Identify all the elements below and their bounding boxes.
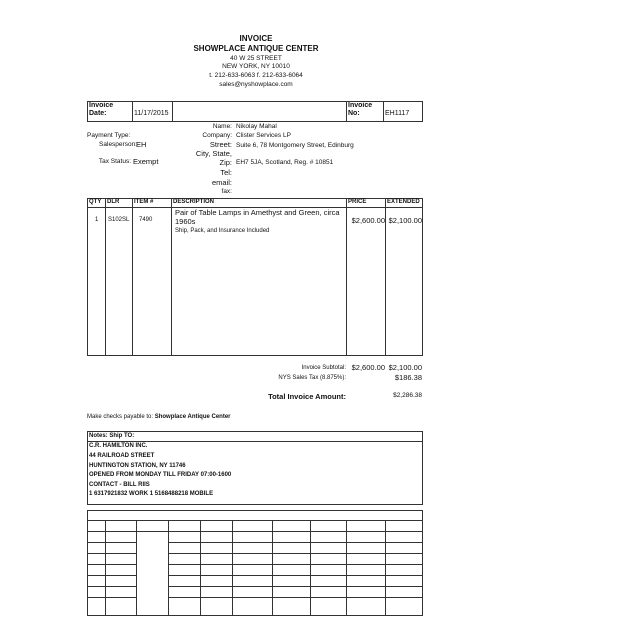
company-phones: t. 212-633-6063 f. 212-633-6064 [209, 72, 303, 79]
company-email: sales@nyshowplace.com [219, 81, 293, 88]
empty-grid [87, 510, 423, 616]
row-description-line3: Ship, Pack, and Insurance Included [175, 228, 270, 234]
col-qty-header: QTY [89, 199, 102, 205]
invoice-title: INVOICE [239, 34, 273, 43]
customer-zip-value: EH7 5JA, Scotland, Reg. # 10851 [236, 159, 334, 166]
row-description-line2: 1960s [175, 217, 196, 226]
row-description-line1: Pair of Table Lamps in Amethyst and Green, circa [175, 208, 340, 217]
payable-prefix: Make checks payable to: [87, 414, 154, 420]
customer-email-label: email: [211, 178, 232, 187]
salesperson-label: Salesperson: [99, 141, 137, 148]
row-extended: $2,100.00 [388, 216, 422, 225]
subtotal-label: Invoice Subtotal: [301, 365, 346, 371]
total-amount-value: $2,286.38 [393, 392, 422, 399]
row-dlr: S102SL [108, 217, 130, 223]
notes-line-2: 44 RAILROAD STREET [89, 453, 155, 459]
row-item: 7490 [139, 217, 153, 223]
col-description-header: DESCRIPTION [173, 199, 215, 205]
customer-zip-label: Zip: [219, 158, 232, 167]
customer-tel-label: Tel: [220, 168, 232, 177]
salesperson-value-text: EH [136, 140, 147, 149]
tax-status-value: Exempt [133, 157, 159, 166]
customer-company-value: Clister Services LP [236, 132, 291, 139]
invoice-no-value: EH1117 [385, 110, 410, 117]
invoice-date-label: Invoice Date: [89, 102, 114, 117]
col-dlr-header: DLR [107, 199, 120, 205]
tax-status-label: Tax Status: [98, 158, 131, 165]
payable-name: Showplace Antique Center [154, 414, 231, 420]
notes-line-6: 1 6317921832 WORK 1 5168488218 MOBILE [89, 491, 214, 497]
customer-street-label: Street: [209, 140, 232, 149]
notes-line-5: CONTACT - BILL RIIS [89, 482, 150, 488]
row-qty: 1 [95, 217, 99, 223]
customer-company-label: Company: [202, 132, 232, 139]
invoice-date-value: 11/17/2015 [134, 110, 169, 117]
customer-fax-label: fax: [221, 188, 232, 195]
notes-line-3: HUNTINGTON STATION, NY 11746 [89, 463, 186, 469]
customer-city-label: City, State, [195, 149, 232, 158]
payment-type-label: Payment Type: [87, 132, 131, 139]
sales-tax-value: $186.38 [394, 373, 422, 382]
row-price: $2,600.00 [351, 216, 385, 225]
sales-tax-label: NYS Sales Tax (8.875%): [278, 375, 346, 381]
notes-line-4: OPENED FROM MONDAY TILL FRIDAY 07:00-1600 [89, 472, 232, 478]
company-address-line2: NEW YORK, NY 10010 [222, 63, 290, 70]
col-item-header: ITEM # [134, 199, 154, 205]
customer-street-value: Suite 6, 78 Montgomery Street, Edinburg [236, 142, 354, 149]
subtotal-extended: $2,100.00 [388, 363, 422, 372]
total-amount-label: Total Invoice Amount: [268, 392, 346, 401]
customer-name-value: Nikolay Mahal [236, 123, 277, 130]
subtotal-price: $2,600.00 [351, 363, 385, 372]
col-price-header: PRICE [348, 199, 367, 205]
notes-title: Notes: Ship TO: [89, 433, 135, 439]
notes-line-1: C.R. HAMILTON INC. [89, 443, 148, 449]
company-address-line1: 40 W 25 STREET [230, 55, 282, 62]
company-name: SHOWPLACE ANTIQUE CENTER [193, 44, 319, 53]
customer-name-label: Name: [212, 123, 232, 130]
payable-to [87, 414, 231, 420]
col-extended-header: EXTENDED [387, 199, 420, 205]
invoice-no-label: Invoice No: [348, 102, 373, 117]
